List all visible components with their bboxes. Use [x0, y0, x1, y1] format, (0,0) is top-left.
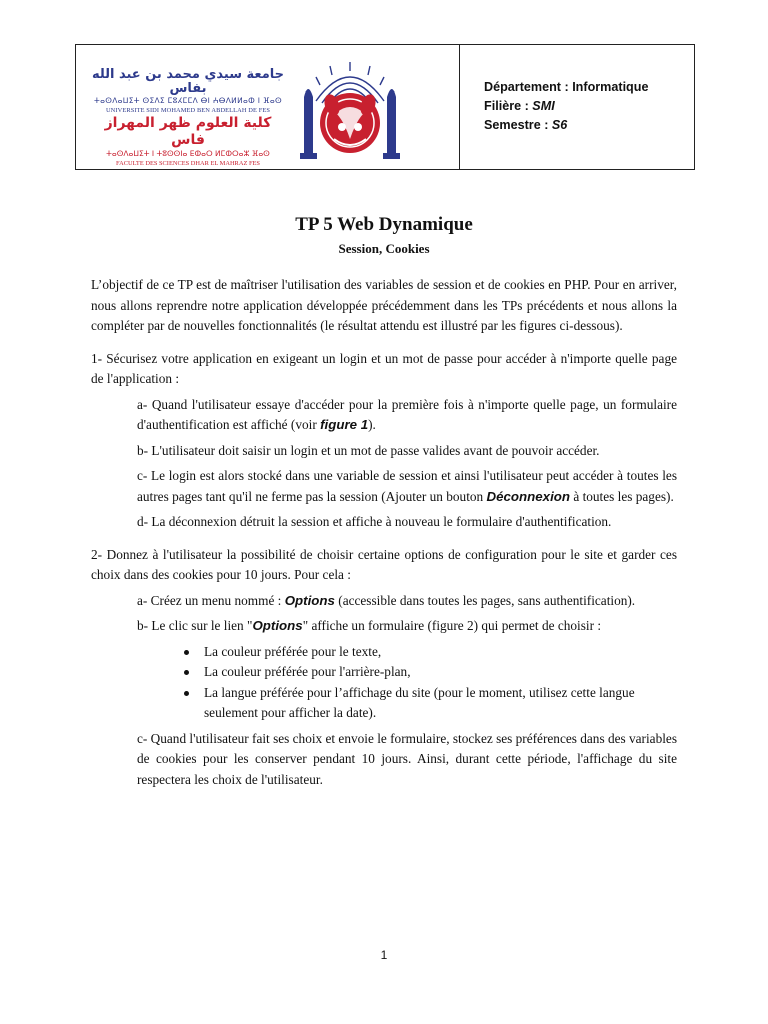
section-1-item-d: d- La déconnexion détruit la session et affiche à nouveau le formulaire d'authentification.: [137, 514, 612, 529]
department-info: [460, 45, 694, 169]
section-2-item-b-end: " affiche un formulaire (figure 2) qui permet de choisir :: [302, 618, 602, 633]
page-number: 1: [380, 948, 388, 962]
intro-paragraph: L’objectif de ce TP est de maîtriser l'utilisation des variables de session et de cookies en PHP. Pour en arriver, nous allons reprendre notre application développée précédemment dans les TPs précédents et nous allons la compléter par de nouvelles fonctionnalités (le résultat attendu est illustré par les figures ci-dessous).: [91, 277, 677, 333]
logo-tifinagh-faculty: ⵜⴰⵙⴷⴰⵡⵉⵜ ⵏ ⵜⵓⵙⵙⵏⴰ ⴹⵀⴰⵔ ⵍⵎⵀⵔⴰⵣ ⴼⴰⵙ: [106, 149, 270, 158]
section-2-title: 2- Donnez à l'utilisateur la possibilité de choisir certaine options de configuration pour le site et garder ces choix dans des cookies pour 10 jours. Pour cela :: [91, 546, 677, 582]
section-1-item-c-text: c- Le login est alors stocké dans une variable de session et ainsi l'utilisateur peut accéder à toutes les autres pages tant qu'il ne ferme pas la session (Ajouter un bouton: [137, 468, 677, 504]
section-1-item-c: [137, 466, 677, 507]
options-bullet-list: [91, 642, 677, 724]
logo-text: [88, 68, 288, 168]
logo-university-name: UNIVERSITE SIDI MOHAMED BEN ABDELLAH DE FES: [105, 107, 271, 114]
filiere-label: Filière :: [484, 99, 529, 113]
document-title: TP 5 Web Dynamique: [295, 214, 473, 235]
figure-1-reference: figure 1: [320, 417, 369, 432]
filiere-value: SMI: [532, 99, 555, 113]
department-label: Département :: [484, 80, 569, 94]
header-box: [75, 44, 695, 170]
section-1-item-a: [137, 395, 677, 436]
section-2-item-b: [137, 616, 677, 637]
section-2-item-b-text: b- Le clic sur le lien ": [137, 618, 253, 633]
options-keyword: Options: [284, 592, 335, 608]
logo-arabic-faculty: كلية العلوم ظهر المهراز فاس: [104, 115, 272, 148]
university-logo-area: [76, 45, 460, 169]
logo-arabic-university: جامعة سيدي محمد بن عبد الله بفاس: [91, 67, 285, 96]
section-1-item-a-end: ).: [368, 417, 376, 432]
options-link-keyword: Options: [252, 618, 303, 633]
filiere-line: [484, 97, 694, 116]
department-value: Informatique: [572, 80, 649, 94]
logo-tifinagh-university: ⵜⴰⵙⴷⴰⵡⵉⵜ ⵙⵉⴷⵉ ⵎⵓⵃⵎⵎⴷ ⴱⵏ ⵄⴱⴷⵍⵍⴰⵀ ⵏ ⴼⴰⵙ: [94, 96, 282, 105]
logo-faculty-name: FACULTE DES SCIENCES DHAR EL MAHRAZ FES: [116, 160, 260, 167]
section-2-item-a: [137, 591, 677, 612]
section-2-item-c: c- Quand l'utilisateur fait ses choix et envoie le formulaire, stockez ses préférences dans des variables de cookies pour les conserver pendant 10 jours. Ainsi, durant cette période, l'affichage du site respectera les choix de l'utilisateur.: [137, 730, 677, 787]
semestre-label: Semestre :: [484, 118, 549, 132]
document-body: [91, 275, 677, 795]
document-subtitle: Session, Cookies: [338, 241, 430, 256]
university-emblem-icon: [286, 51, 414, 165]
section-1-item-c-end: à toutes les pages).: [570, 488, 674, 504]
list-item: La langue préférée pour l’affichage du site (pour le moment, utilisez cette langue seulement pour afficher la date).: [204, 683, 677, 724]
section-2-item-a-text: a- Créez un menu nommé :: [137, 592, 285, 608]
semestre-line: [484, 116, 694, 135]
list-item: La couleur préférée pour le texte,: [204, 642, 677, 663]
section-1-item-b: b- L'utilisateur doit saisir un login et un mot de passe valides avant de pouvoir accéder.: [137, 442, 600, 458]
semestre-value: S6: [551, 118, 568, 132]
department-line: [484, 78, 694, 97]
list-item: La couleur préférée pour l'arrière-plan,: [204, 662, 677, 683]
section-1-item-a-text: a- Quand l'utilisateur essaye d'accéder pour la première fois à n'importe quelle page, un formulaire d'authentification est affiché (voir: [137, 396, 677, 432]
deconnexion-keyword: Déconnexion: [486, 488, 571, 504]
section-2-item-a-end: (accessible dans toutes les pages, sans authentification).: [334, 592, 636, 608]
section-1-title: 1- Sécurisez votre application en exigeant un login et un mot de passe pour accéder à n'importe quelle page de l'application :: [91, 350, 677, 386]
